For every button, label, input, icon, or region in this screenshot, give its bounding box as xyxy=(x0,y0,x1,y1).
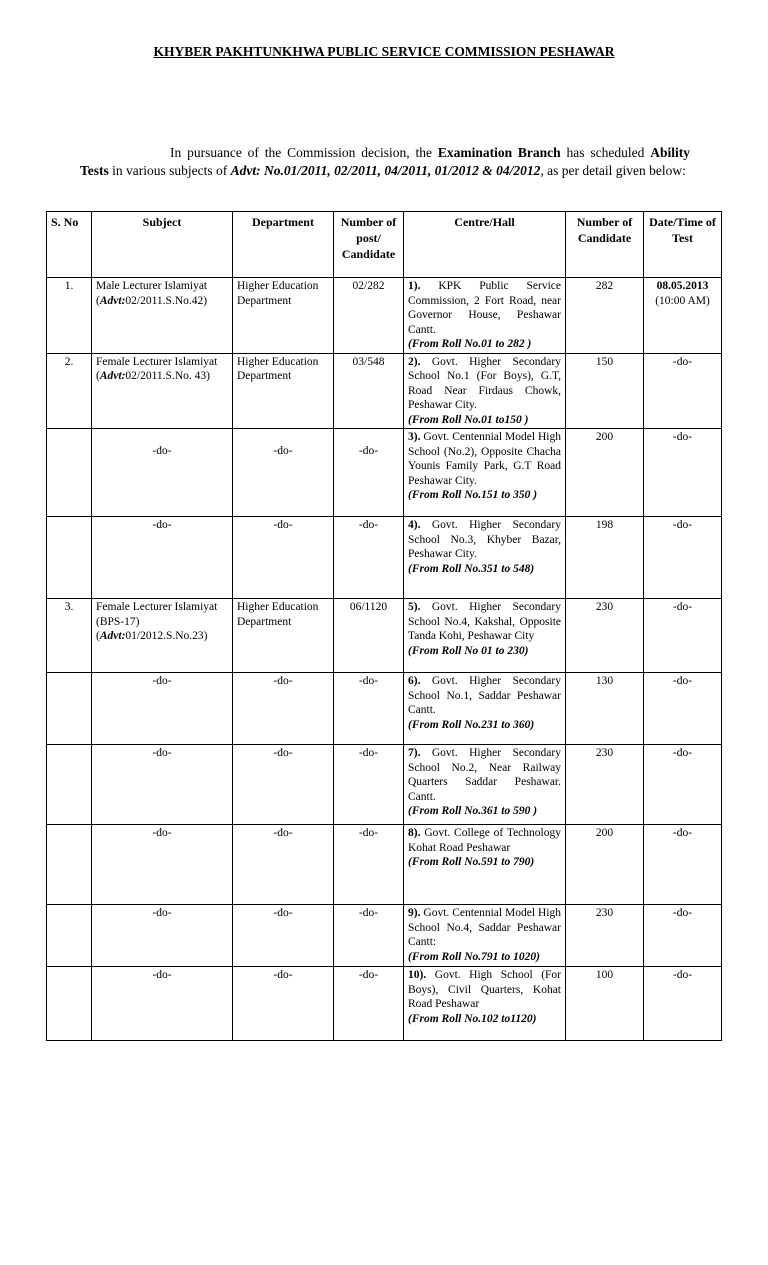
cell-department: -do- xyxy=(233,905,334,967)
table-row xyxy=(47,353,722,429)
cell-date: -do- xyxy=(644,745,722,825)
cell-sno xyxy=(47,745,92,825)
cell-posts: -do- xyxy=(334,429,404,517)
intro-text-3: in various subjects of xyxy=(112,163,228,178)
cell-sno: 3. xyxy=(47,599,92,673)
table-row xyxy=(47,673,722,745)
examination-branch: Examination Branch xyxy=(437,145,561,160)
ability-tests: Ability Tests xyxy=(80,145,690,178)
cell-posts: -do- xyxy=(334,745,404,825)
cell-candidates: 230 xyxy=(566,745,644,825)
cell-centre: 3). Govt. Centennial Model High School (No.2), Opposite Chacha Younis Family Park, G.T Road Peshawar City. (From Roll No.151 to 350 ) xyxy=(404,429,566,517)
cell-department: -do- xyxy=(233,673,334,745)
cell-centre: 7). Govt. Higher Secondary School No.2, Near Railway Quarters Saddar Peshawar. Cantt. (From Roll No.361 to 590 ) xyxy=(404,745,566,825)
intro-text-1: In pursuance of the Commission decision, the xyxy=(170,145,432,160)
cell-posts: 06/1120 xyxy=(334,599,404,673)
cell-date: -do- xyxy=(644,673,722,745)
cell-department: -do- xyxy=(233,517,334,599)
cell-sno: 1. xyxy=(47,278,92,354)
intro-paragraph xyxy=(80,144,690,180)
header-date: Date/Time of Test xyxy=(644,212,722,278)
cell-subject: -do- xyxy=(92,745,233,825)
cell-candidates: 230 xyxy=(566,599,644,673)
header-candidates: Number of Candidate xyxy=(566,212,644,278)
cell-candidates: 198 xyxy=(566,517,644,599)
cell-subject: -do- xyxy=(92,517,233,599)
cell-sno xyxy=(47,905,92,967)
table-row xyxy=(47,905,722,967)
header-department: Department xyxy=(233,212,334,278)
schedule-table xyxy=(46,211,722,1041)
cell-centre: 2). Govt. Higher Secondary School No.1 (For Boys), G.T, Road Near Firdaus Chowk, Peshawar City. (From Roll No.01 to150 ) xyxy=(404,353,566,429)
cell-sno: 2. xyxy=(47,353,92,429)
cell-centre: 9). Govt. Centennial Model High School No.4, Saddar Peshawar Cantt: (From Roll No.791 to 1020) xyxy=(404,905,566,967)
cell-candidates: 100 xyxy=(566,967,644,1041)
page-title: KHYBER PAKHTUNKHWA PUBLIC SERVICE COMMISSION PESHAWAR xyxy=(153,44,615,59)
cell-sno xyxy=(47,967,92,1041)
cell-department: -do- xyxy=(233,967,334,1041)
cell-posts: -do- xyxy=(334,967,404,1041)
cell-department: Higher Education Department xyxy=(233,353,334,429)
cell-candidates: 200 xyxy=(566,825,644,905)
cell-date: -do- xyxy=(644,429,722,517)
cell-department: Higher Education Department xyxy=(233,278,334,354)
advt-numbers: Advt: No.01/2011, 02/2011, 04/2011, 01/2012 & 04/2012 xyxy=(230,163,541,178)
cell-date: -do- xyxy=(644,967,722,1041)
cell-centre: 5). Govt. Higher Secondary School No.4, Kakshal, Opposite Tanda Kohi, Peshawar City (From Roll No 01 to 230) xyxy=(404,599,566,673)
cell-sno xyxy=(47,825,92,905)
cell-posts: 02/282 xyxy=(334,278,404,354)
cell-posts: -do- xyxy=(334,825,404,905)
cell-sno xyxy=(47,517,92,599)
header-sno: S. No xyxy=(47,212,92,278)
cell-sno xyxy=(47,673,92,745)
cell-candidates: 130 xyxy=(566,673,644,745)
table-row xyxy=(47,278,722,354)
cell-subject: Male Lecturer Islamiyat (Advt:02/2011.S.No.42) xyxy=(92,278,233,354)
cell-date: -do- xyxy=(644,825,722,905)
table-row xyxy=(47,825,722,905)
cell-subject: -do- xyxy=(92,673,233,745)
cell-centre: 10). Govt. High School (For Boys), Civil Quarters, Kohat Road Peshawar (From Roll No.102 to1120) xyxy=(404,967,566,1041)
cell-candidates: 150 xyxy=(566,353,644,429)
intro-text-4: , as per detail given below: xyxy=(540,163,686,178)
cell-date: -do- xyxy=(644,905,722,967)
table-row xyxy=(47,745,722,825)
cell-centre: 4). Govt. Higher Secondary School No.3, Khyber Bazar, Peshawar City. (From Roll No.351 to 548) xyxy=(404,517,566,599)
cell-centre: 8). Govt. College of Technology Kohat Road Peshawar (From Roll No.591 to 790) xyxy=(404,825,566,905)
cell-sno xyxy=(47,429,92,517)
header-posts: Number of post/ Candidate xyxy=(334,212,404,278)
cell-date: -do- xyxy=(644,517,722,599)
cell-date: 08.05.2013 (10:00 AM) xyxy=(644,278,722,354)
table-row xyxy=(47,967,722,1041)
cell-candidates: 200 xyxy=(566,429,644,517)
cell-posts: -do- xyxy=(334,517,404,599)
cell-subject: -do- xyxy=(92,967,233,1041)
header-subject: Subject xyxy=(92,212,233,278)
cell-candidates: 230 xyxy=(566,905,644,967)
cell-posts: -do- xyxy=(334,905,404,967)
cell-subject: -do- xyxy=(92,905,233,967)
cell-subject: -do- xyxy=(92,429,233,517)
cell-posts: -do- xyxy=(334,673,404,745)
header-row xyxy=(47,212,722,278)
header-centre: Centre/Hall xyxy=(404,212,566,278)
cell-subject: -do- xyxy=(92,825,233,905)
cell-department: -do- xyxy=(233,825,334,905)
table-row xyxy=(47,429,722,517)
cell-department: Higher Education Department xyxy=(233,599,334,673)
table-row xyxy=(47,517,722,599)
cell-department: -do- xyxy=(233,745,334,825)
cell-subject: Female Lecturer Islamiyat (BPS-17) (Advt:01/2012.S.No.23) xyxy=(92,599,233,673)
cell-department: -do- xyxy=(233,429,334,517)
cell-posts: 03/548 xyxy=(334,353,404,429)
cell-candidates: 282 xyxy=(566,278,644,354)
table-row xyxy=(47,599,722,673)
intro-text-2: has scheduled xyxy=(566,145,645,160)
cell-centre: 1). KPK Public Service Commission, 2 Fort Road, near Governor House, Peshawar Cantt. (From Roll No.01 to 282 ) xyxy=(404,278,566,354)
cell-date: -do- xyxy=(644,353,722,429)
cell-date: -do- xyxy=(644,599,722,673)
cell-subject: Female Lecturer Islamiyat (Advt:02/2011.S.No. 43) xyxy=(92,353,233,429)
cell-centre: 6). Govt. Higher Secondary School No.1, Saddar Peshawar Cantt. (From Roll No.231 to 360) xyxy=(404,673,566,745)
